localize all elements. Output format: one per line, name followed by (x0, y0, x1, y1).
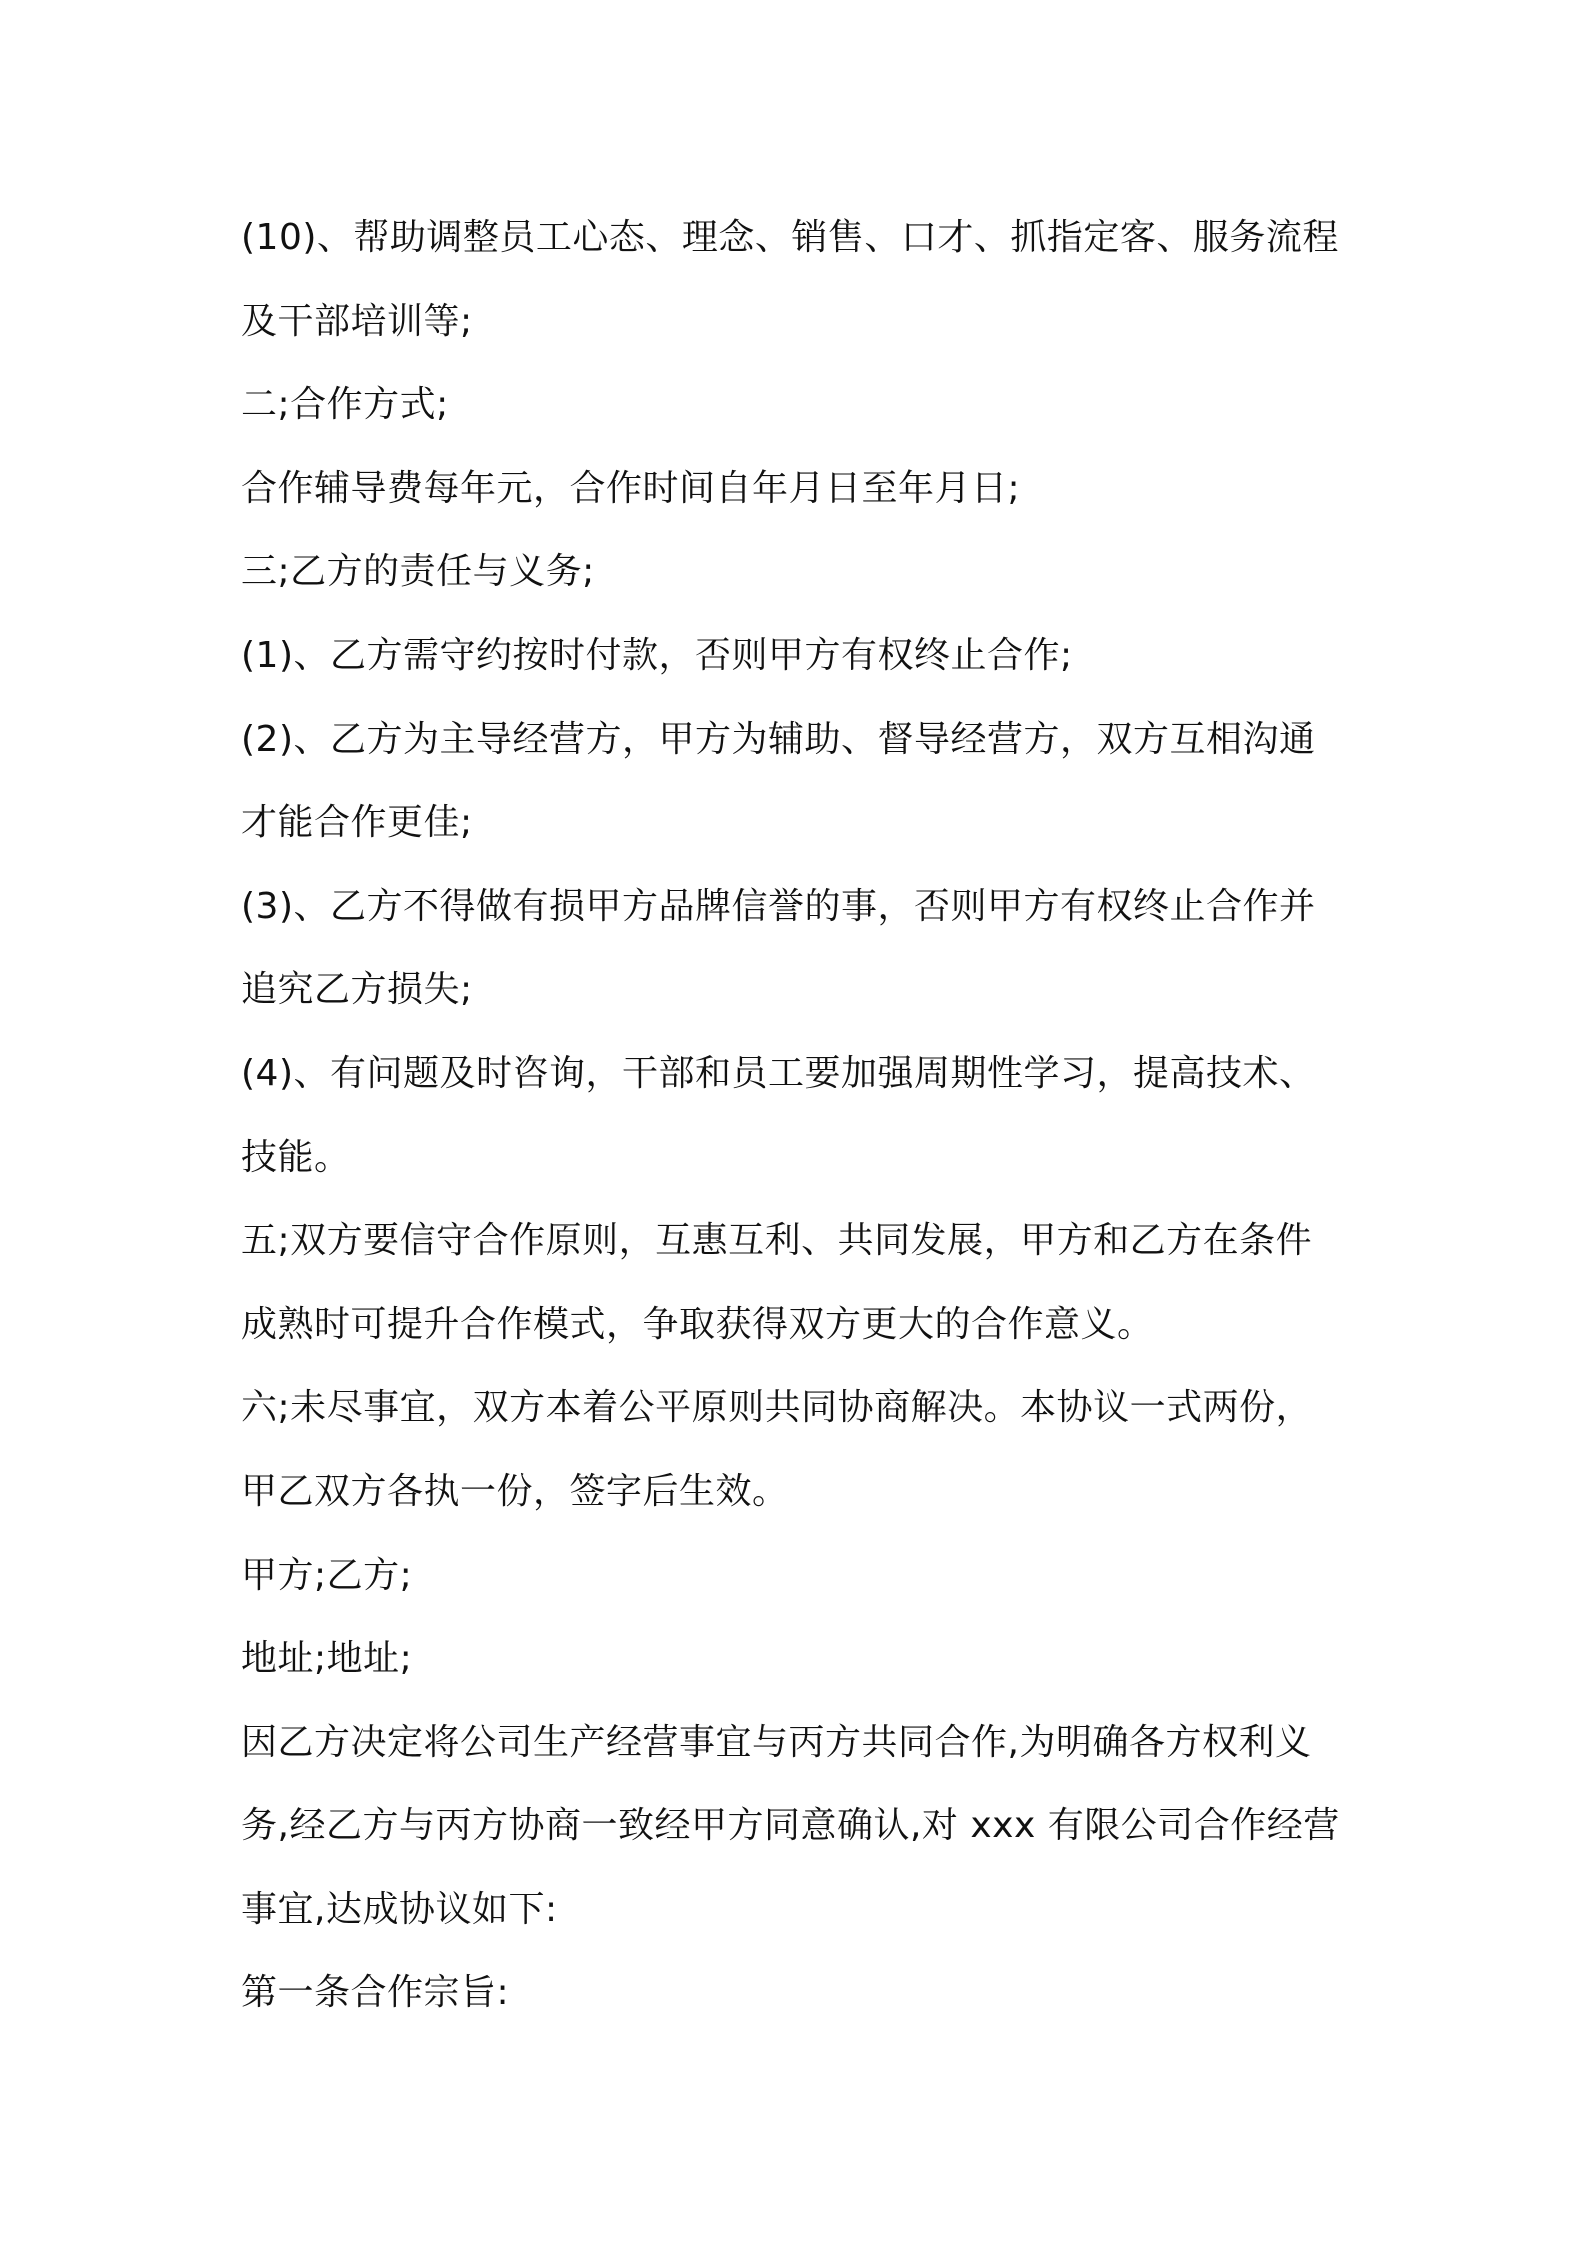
text-line: (10)、帮助调整员工心态、理念、销售、口才、抓指定客、服务流程 (241, 217, 1339, 258)
section-heading: 二;合作方式; (241, 384, 449, 426)
text-line: 六;未尽事宜，双方本着公平原则共同协商解决。本协议一式两份， (241, 1387, 1313, 1429)
text-line: (4)、有问题及时咨询，干部和员工要加强周期性学习，提高技术、 (241, 1052, 1316, 1094)
text-line: 甲乙双方各执一份，签字后生效。 (241, 1470, 789, 1512)
text-line: 成熟时可提升合作模式，争取获得双方更大的合作意义。 (241, 1303, 1154, 1345)
article-heading: 第一条合作宗旨: (241, 1972, 510, 2014)
text-line: 因乙方决定将公司生产经营事宜与丙方共同合作,为明确各方权利义 (241, 1721, 1312, 1763)
text-line: 及干部培训等; (241, 300, 473, 342)
text-line: 才能合作更佳; (241, 802, 473, 844)
text-line: (3)、乙方不得做有损甲方品牌信誉的事，否则甲方有权终止合作并 (241, 885, 1316, 927)
text-line: 事宜,达成协议如下: (241, 1888, 558, 1930)
text-line: (2)、乙方为主导经营方，甲方为辅助、督导经营方，双方互相沟通 (241, 718, 1316, 760)
text-line: (1)、乙方需守约按时付款，否则甲方有权终止合作; (241, 634, 1073, 676)
text-line: 技能。 (241, 1136, 351, 1178)
section-heading: 三;乙方的责任与义务; (241, 551, 595, 593)
signature-parties: 甲方;乙方; (241, 1554, 413, 1596)
signature-address: 地址;地址; (241, 1638, 413, 1680)
text-line: 合作辅导费每年元，合作时间自年月日至年月日; (241, 467, 1021, 509)
document-body (241, 196, 1351, 2035)
text-line: 务,经乙方与丙方协商一致经甲方同意确认,对 xxx 有限公司合作经营 (241, 1805, 1340, 1847)
text-line: 五;双方要信守合作原则，互惠互利、共同发展，甲方和乙方在条件 (241, 1220, 1313, 1262)
text-line: 追究乙方损失; (241, 969, 473, 1011)
